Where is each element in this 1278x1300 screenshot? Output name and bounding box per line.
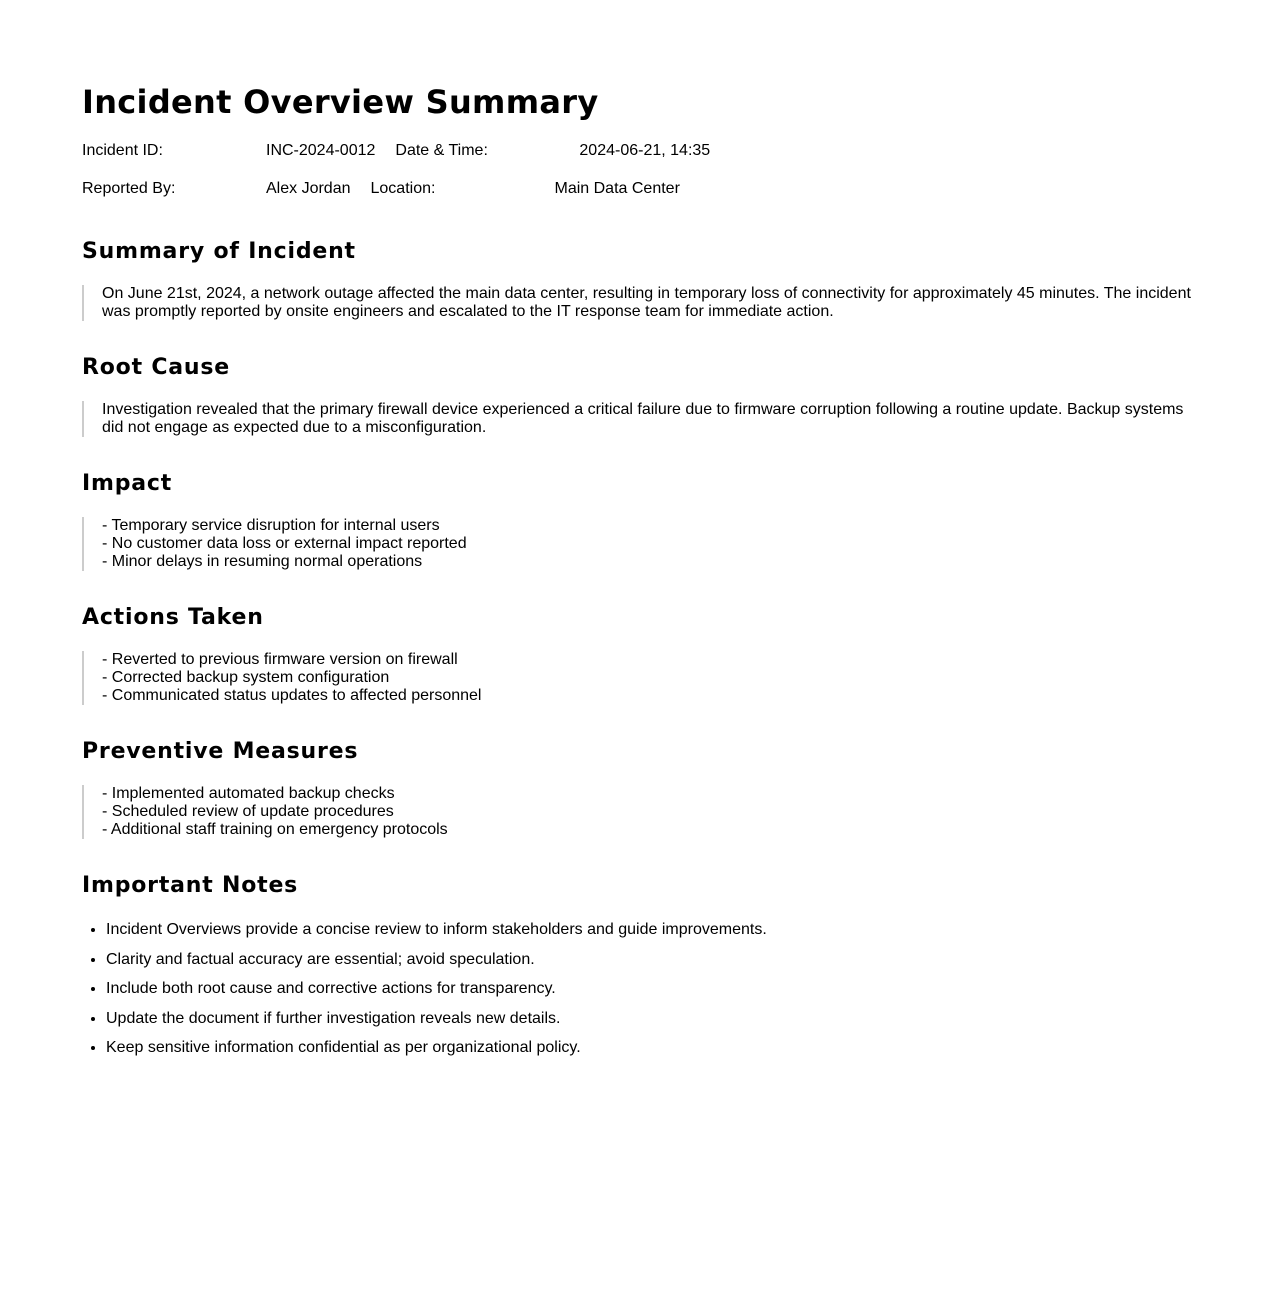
root-cause-body: [82, 401, 1202, 437]
preventive-line: - Scheduled review of update procedures: [102, 803, 394, 820]
preventive-line: - Implemented automated backup checks: [102, 785, 395, 802]
incident-id-label: Incident ID:: [82, 142, 163, 159]
action-line: - Reverted to previous firmware version on firewall: [102, 651, 458, 668]
note-item: • Update the document if further investigation reveals new details.: [106, 1009, 767, 1029]
impact-body: [82, 517, 1202, 571]
impact-line: - Temporary service disruption for internal users: [102, 517, 440, 534]
reported-by-label: Reported By:: [82, 180, 176, 197]
summary-body: [82, 285, 1202, 321]
impact-heading: Impact: [82, 471, 173, 496]
actions-heading: Actions Taken: [82, 605, 264, 630]
note-item: • Clarity and factual accuracy are essential; avoid speculation.: [106, 950, 767, 970]
preventive-heading: Preventive Measures: [82, 739, 359, 764]
action-line: - Communicated status updates to affected personnel: [102, 687, 482, 704]
meta-row-id-datetime: [82, 141, 710, 161]
actions-body: [82, 651, 1202, 705]
location-label: Location:: [370, 180, 436, 197]
summary-heading: Summary of Incident: [82, 239, 356, 264]
meta-row-reporter-location: [82, 179, 680, 199]
note-item: • Incident Overviews provide a concise review to inform stakeholders and guide improvements.: [106, 920, 767, 940]
root-cause-heading: Root Cause: [82, 355, 231, 380]
impact-line: - Minor delays in resuming normal operations: [102, 553, 423, 570]
reported-by-value: Alex Jordan: [266, 180, 351, 197]
notes-list: [82, 920, 767, 1068]
notes-heading: Important Notes: [82, 873, 299, 898]
preventive-line: - Additional staff training on emergency protocols: [102, 821, 448, 838]
root-cause-text: Investigation revealed that the primary firewall device experienced a critical failure due to firmware corruption following a routine update. Backup systems did not engage as expected due to a misconfiguration.: [102, 401, 1184, 436]
incident-id-value: INC-2024-0012: [266, 142, 376, 159]
datetime-label: Date & Time:: [395, 142, 488, 159]
document-title: Incident Overview Summary: [82, 83, 599, 121]
summary-text: On June 21st, 2024, a network outage affected the main data center, resulting in temporary loss of connectivity for approximately 45 minutes. The incident was promptly reported by onsite engineers and escalated to the IT response team for immediate action.: [102, 285, 1191, 320]
impact-line: - No customer data loss or external impact reported: [102, 535, 467, 552]
location-value: Main Data Center: [554, 180, 680, 197]
action-line: - Corrected backup system configuration: [102, 669, 390, 686]
preventive-body: [82, 785, 1202, 839]
note-item: • Keep sensitive information confidential as per organizational policy.: [106, 1038, 767, 1058]
note-item: • Include both root cause and corrective actions for transparency.: [106, 979, 767, 999]
datetime-value: 2024-06-21, 14:35: [579, 142, 711, 159]
